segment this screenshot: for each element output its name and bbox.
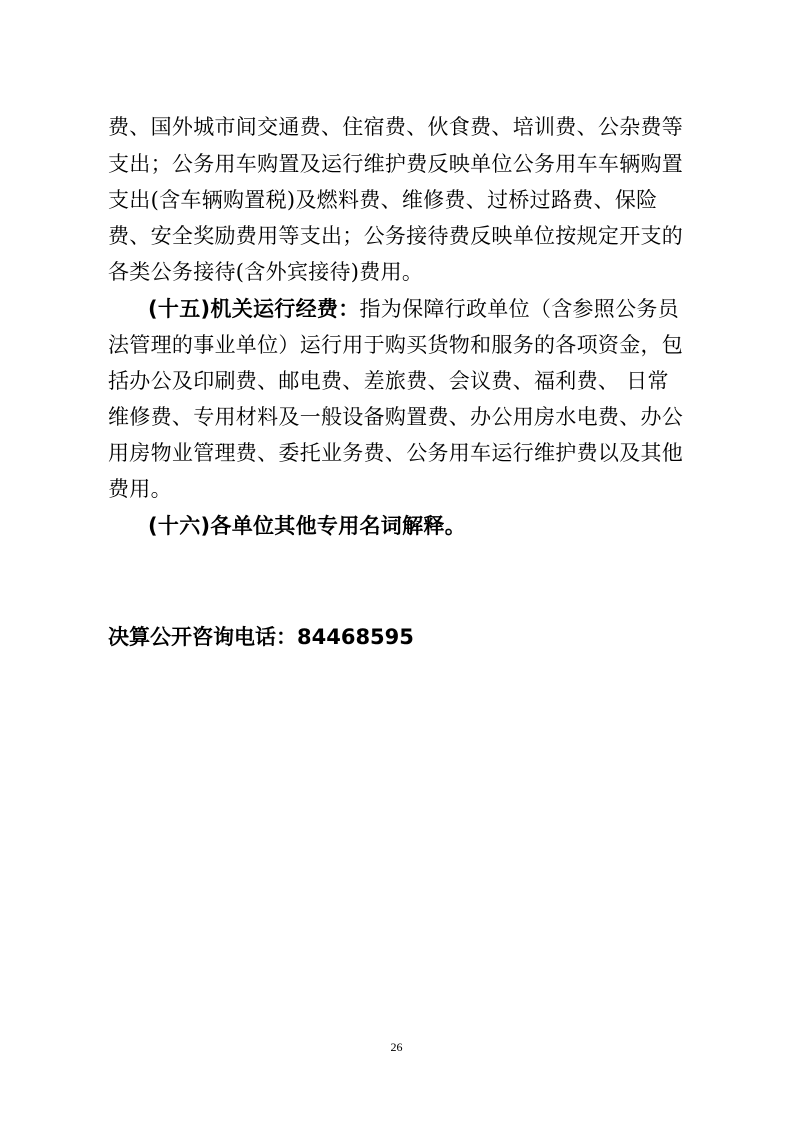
contact-line [108,622,414,652]
paragraph-15-first-line [148,294,728,324]
body-text-line: 各类公务接待(含外宾接待)费用。 [108,260,424,284]
body-text-line: 括办公及印刷费、邮电费、差旅费、会议费、福利费、 日常 [108,369,669,393]
contact-phone: 84468595 [297,625,414,649]
body-text-line: 费用。 [108,477,172,501]
body-text-line: 法管理的事业单位）运行用于购买货物和服务的各项资金，包 [108,333,684,357]
contact-label: 决算公开咨询电话： [108,625,297,649]
body-text-line: 支出；公务用车购置及运行维护费反映单位公务用车车辆购置 [108,152,684,176]
body-text-line: 费、安全奖励费用等支出；公务接待费反映单位按规定开支的 [108,224,684,248]
section-heading-15: (十五)机关运行经费： [148,297,360,321]
body-text-line: 维修费、专用材料及一般设备购置费、办公用房水电费、办公 [108,405,684,429]
body-text-line: 用房物业管理费、委托业务费、公务用车运行维护费以及其他 [108,441,684,465]
body-text-line: 支出(含车辆购置税)及燃料费、维修费、过桥过路费、保险 [108,188,658,212]
body-text-line: 费、国外城市间交通费、住宿费、伙食费、培训费、公杂费等 [108,115,684,139]
page-number: 26 [390,1040,403,1054]
section-heading-16: (十六)各单位其他专用名词解释。 [148,514,466,538]
body-text: 指为保障行政单位（含参照公务员 [359,297,679,321]
